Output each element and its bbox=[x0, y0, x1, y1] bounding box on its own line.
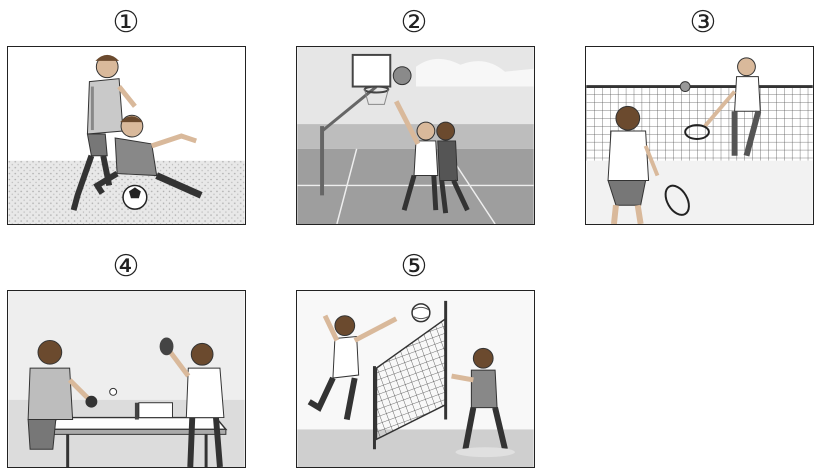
panel-number-2: ② bbox=[400, 5, 428, 40]
panel-number-3: ③ bbox=[689, 5, 717, 40]
soccer-illustration bbox=[7, 46, 246, 225]
panel-number-5: ⑤ bbox=[400, 249, 428, 284]
volleyball-illustration bbox=[296, 290, 535, 468]
basketball-illustration bbox=[296, 46, 535, 225]
table-tennis-illustration bbox=[7, 290, 246, 468]
tennis-illustration bbox=[585, 46, 814, 225]
panel-number-4: ④ bbox=[112, 249, 140, 284]
panel-number-1: ① bbox=[112, 5, 140, 40]
